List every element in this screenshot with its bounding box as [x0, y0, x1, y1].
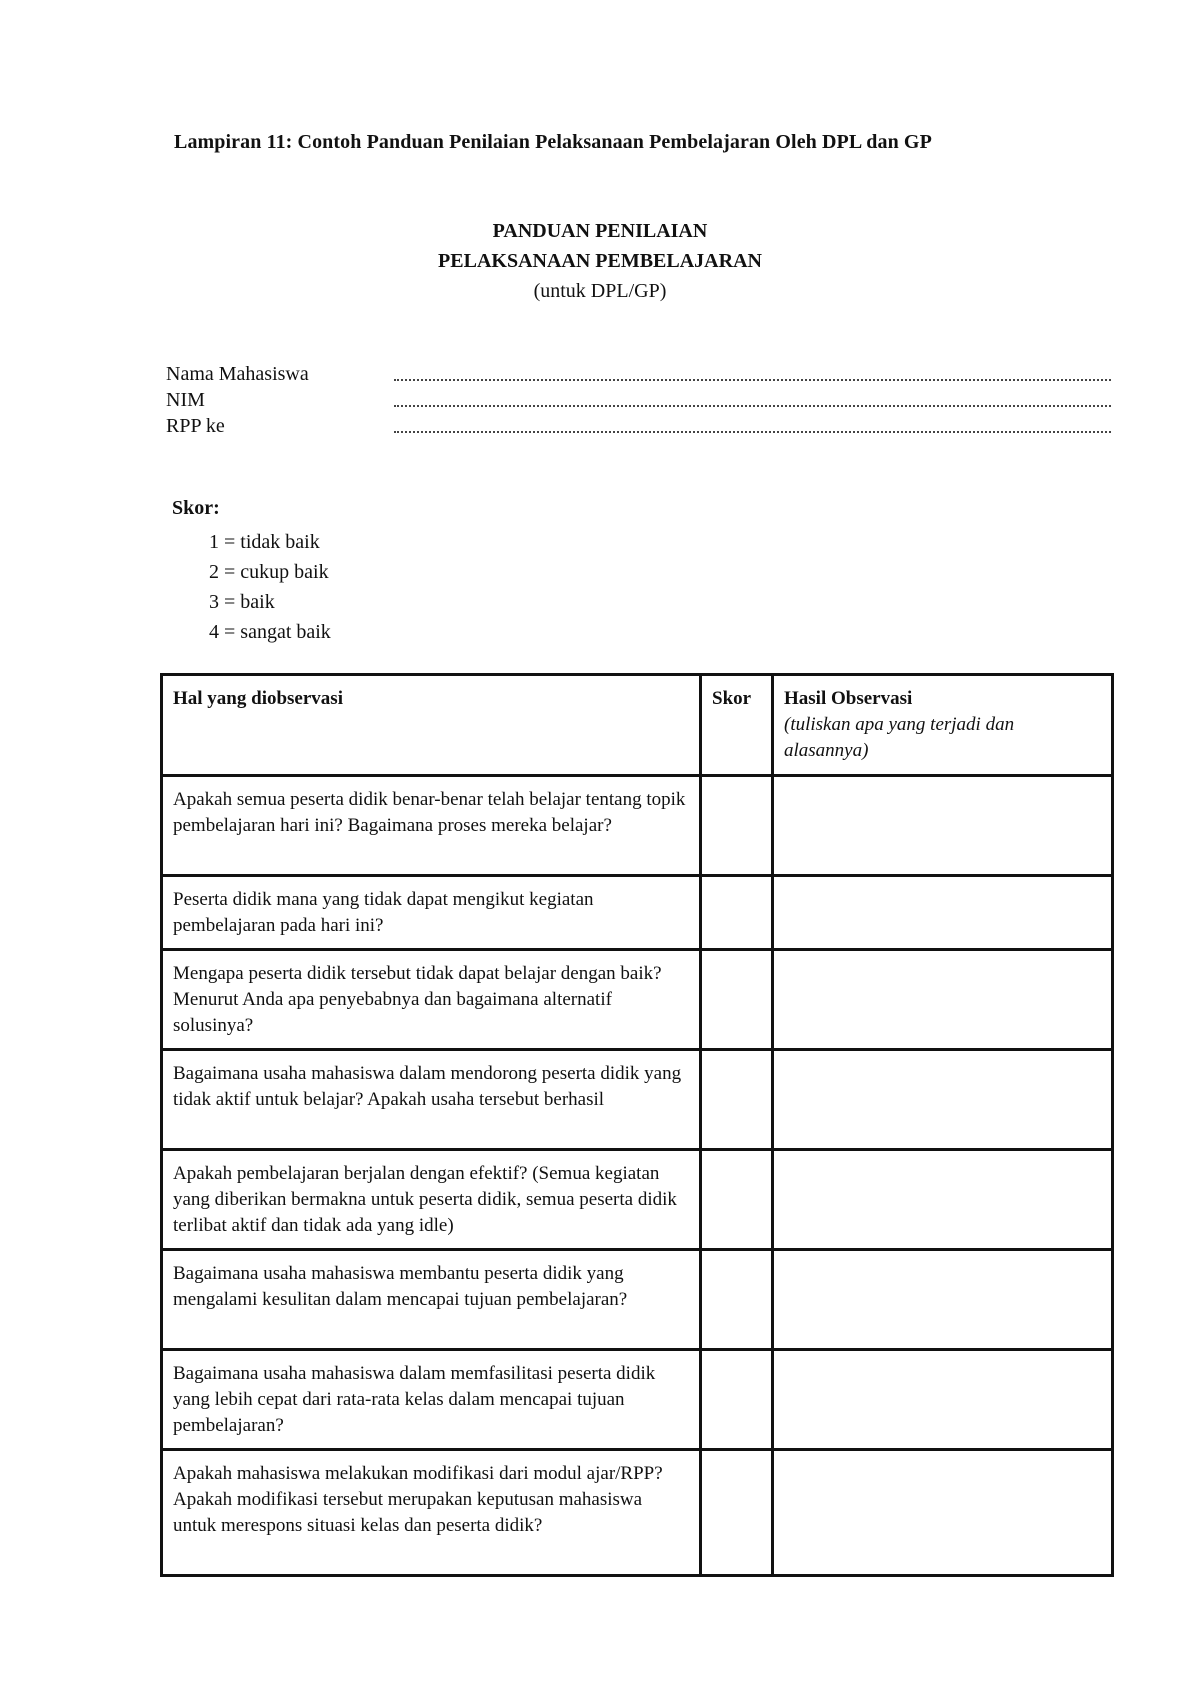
score-legend-item: 1 = tidak baik	[209, 531, 320, 553]
table-row	[162, 1050, 1113, 1150]
title-line-2: PELAKSANAAN PEMBELAJARAN	[438, 250, 762, 272]
field-label-rpp: RPP ke	[166, 415, 225, 437]
score-cell[interactable]	[701, 1250, 773, 1350]
question-cell: Peserta didik mana yang tidak dapat mengikut kegiatan pembelajaran pada hari ini?	[162, 876, 701, 950]
score-legend-item: 2 = cukup baik	[209, 561, 329, 583]
field-label-nama: Nama Mahasiswa	[166, 363, 309, 385]
field-row-nama	[166, 360, 1111, 386]
score-cell[interactable]	[701, 1150, 773, 1250]
header-result	[773, 675, 1113, 776]
score-legend-title: Skor:	[172, 497, 220, 519]
score-legend-item: 3 = baik	[209, 591, 275, 613]
result-cell[interactable]	[773, 1150, 1113, 1250]
score-cell[interactable]	[701, 1050, 773, 1150]
student-info-fields	[166, 360, 1111, 438]
rpp-ke-field[interactable]	[394, 411, 1111, 433]
nama-mahasiswa-field[interactable]	[394, 359, 1111, 381]
header-item: Hal yang diobservasi	[162, 675, 701, 776]
score-cell[interactable]	[701, 876, 773, 950]
result-cell[interactable]	[773, 1050, 1113, 1150]
result-cell[interactable]	[773, 1450, 1113, 1576]
nim-field[interactable]	[394, 385, 1111, 407]
table-row	[162, 776, 1113, 876]
score-cell[interactable]	[701, 950, 773, 1050]
field-label-nim: NIM	[166, 389, 205, 411]
field-row-nim	[166, 386, 1111, 412]
result-cell[interactable]	[773, 776, 1113, 876]
title-line-1: PANDUAN PENILAIAN	[492, 220, 708, 242]
score-legend	[172, 497, 331, 647]
result-cell[interactable]	[773, 1350, 1113, 1450]
appendix-heading: Lampiran 11: Contoh Panduan Penilaian Pelaksanaan Pembelajaran Oleh DPL dan GP	[174, 131, 932, 153]
table-row	[162, 1350, 1113, 1450]
table-row	[162, 1450, 1113, 1576]
question-cell: Bagaimana usaha mahasiswa dalam memfasilitasi peserta didik yang lebih cepat dari rata-rata kelas dalam mencapai tujuan pembelajaran?	[162, 1350, 701, 1450]
question-cell: Bagaimana usaha mahasiswa dalam mendorong peserta didik yang tidak aktif untuk belajar? Apakah usaha tersebut berhasil	[162, 1050, 701, 1150]
score-cell[interactable]	[701, 1450, 773, 1576]
result-cell[interactable]	[773, 950, 1113, 1050]
question-cell: Mengapa peserta didik tersebut tidak dapat belajar dengan baik? Menurut Anda apa penyebabnya dan bagaimana alternatif solusinya?	[162, 950, 701, 1050]
title-subtitle: (untuk DPL/GP)	[533, 280, 667, 302]
observation-table	[160, 673, 1114, 1577]
score-cell[interactable]	[701, 776, 773, 876]
question-cell: Apakah semua peserta didik benar-benar telah belajar tentang topik pembelajaran hari ini? Bagaimana proses mereka belajar?	[162, 776, 701, 876]
field-row-rpp	[166, 412, 1111, 438]
header-score: Skor	[701, 675, 773, 776]
header-result-label: Hasil Observasi	[784, 688, 913, 709]
result-cell[interactable]	[773, 876, 1113, 950]
table-row	[162, 1150, 1113, 1250]
score-cell[interactable]	[701, 1350, 773, 1450]
question-cell: Apakah pembelajaran berjalan dengan efektif? (Semua kegiatan yang diberikan bermakna untuk peserta didik, semua peserta didik terlibat aktif dan tidak ada yang idle)	[162, 1150, 701, 1250]
document-title	[0, 216, 1200, 306]
table-row	[162, 1250, 1113, 1350]
result-cell[interactable]	[773, 1250, 1113, 1350]
table-row	[162, 876, 1113, 950]
table-header-row	[162, 675, 1113, 776]
question-cell: Bagaimana usaha mahasiswa membantu peserta didik yang mengalami kesulitan dalam mencapai tujuan pembelajaran?	[162, 1250, 701, 1350]
question-cell: Apakah mahasiswa melakukan modifikasi dari modul ajar/RPP? Apakah modifikasi tersebut merupakan keputusan mahasiswa untuk merespons situasi kelas dan peserta didik?	[162, 1450, 701, 1576]
score-legend-item: 4 = sangat baik	[209, 621, 331, 643]
table-row	[162, 950, 1113, 1050]
header-result-note: (tuliskan apa yang terjadi dan alasannya)	[784, 714, 1015, 761]
